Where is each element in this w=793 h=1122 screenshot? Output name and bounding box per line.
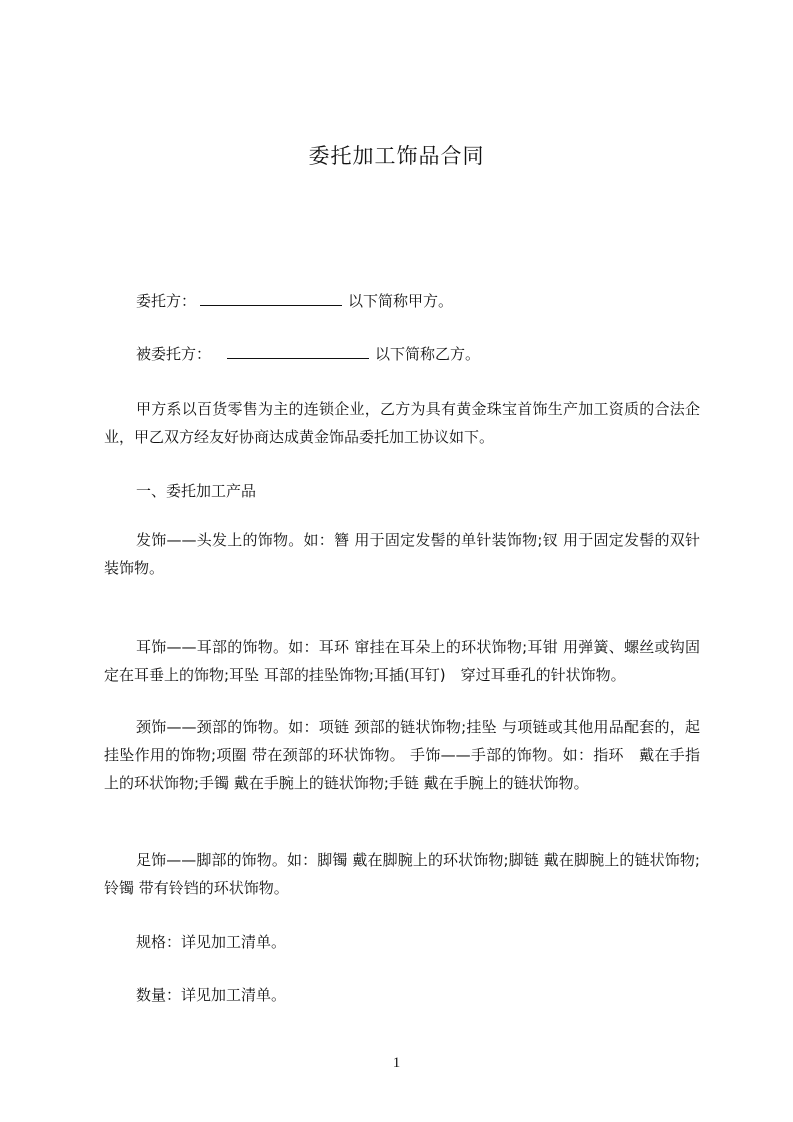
- hair-ornament-paragraph: 发饰——头发上的饰物。如：簪 用于固定发髻的单针装饰物;钗 用于固定发髻的双针装饰物。: [104, 531, 700, 577]
- quantity-line: 数量：详见加工清单。: [136, 986, 287, 1004]
- party-b-suffix: 以下简称乙方。: [375, 345, 481, 363]
- document-title: 委托加工饰品合同: [308, 144, 485, 168]
- party-b-label: 被委托方：: [136, 345, 212, 363]
- foot-ornament-paragraph: 足饰——脚部的饰物。如：脚镯 戴在脚腕上的环状饰物;脚链 戴在脚腕上的链状饰物;铃镯 带有铃铛的环状饰物。: [104, 851, 700, 897]
- party-b-line: [136, 343, 480, 364]
- section-1-heading: 一、委托加工产品: [136, 482, 257, 500]
- party-b-blank[interactable]: [227, 344, 369, 359]
- neck-hand-ornament-paragraph: 颈饰——颈部的饰物。如：项链 颈部的链状饰物;挂坠 与项链或其他用品配套的，起挂坠作用的饰物;项圈 带在颈部的环状饰物。 手饰——手部的饰物。如：指环 戴在手指上的环状饰物;手镯 戴在手腕上的链状饰物;手链 戴在手腕上的链状饰物。: [104, 718, 700, 792]
- spec-line: 规格：详见加工清单。: [136, 933, 287, 951]
- party-a-line: [136, 290, 453, 311]
- party-a-blank[interactable]: [200, 291, 342, 306]
- intro-paragraph: 甲方系以百货零售为主的连锁企业，乙方为具有黄金珠宝首饰生产加工资质的合法企业，甲乙双方经友好协商达成黄金饰品委托加工协议如下。: [104, 400, 700, 446]
- party-a-suffix: 以下简称甲方。: [348, 292, 454, 310]
- page-number: 1: [392, 1055, 401, 1071]
- party-a-label: 委托方：: [136, 292, 197, 310]
- ear-ornament-paragraph: 耳饰——耳部的饰物。如：耳环 窜挂在耳朵上的环状饰物;耳钳 用弹簧、螺丝或钩固定在耳垂上的饰物;耳坠 耳部的挂坠饰物;耳插(耳钉) 穿过耳垂孔的针状饰物。: [104, 638, 700, 684]
